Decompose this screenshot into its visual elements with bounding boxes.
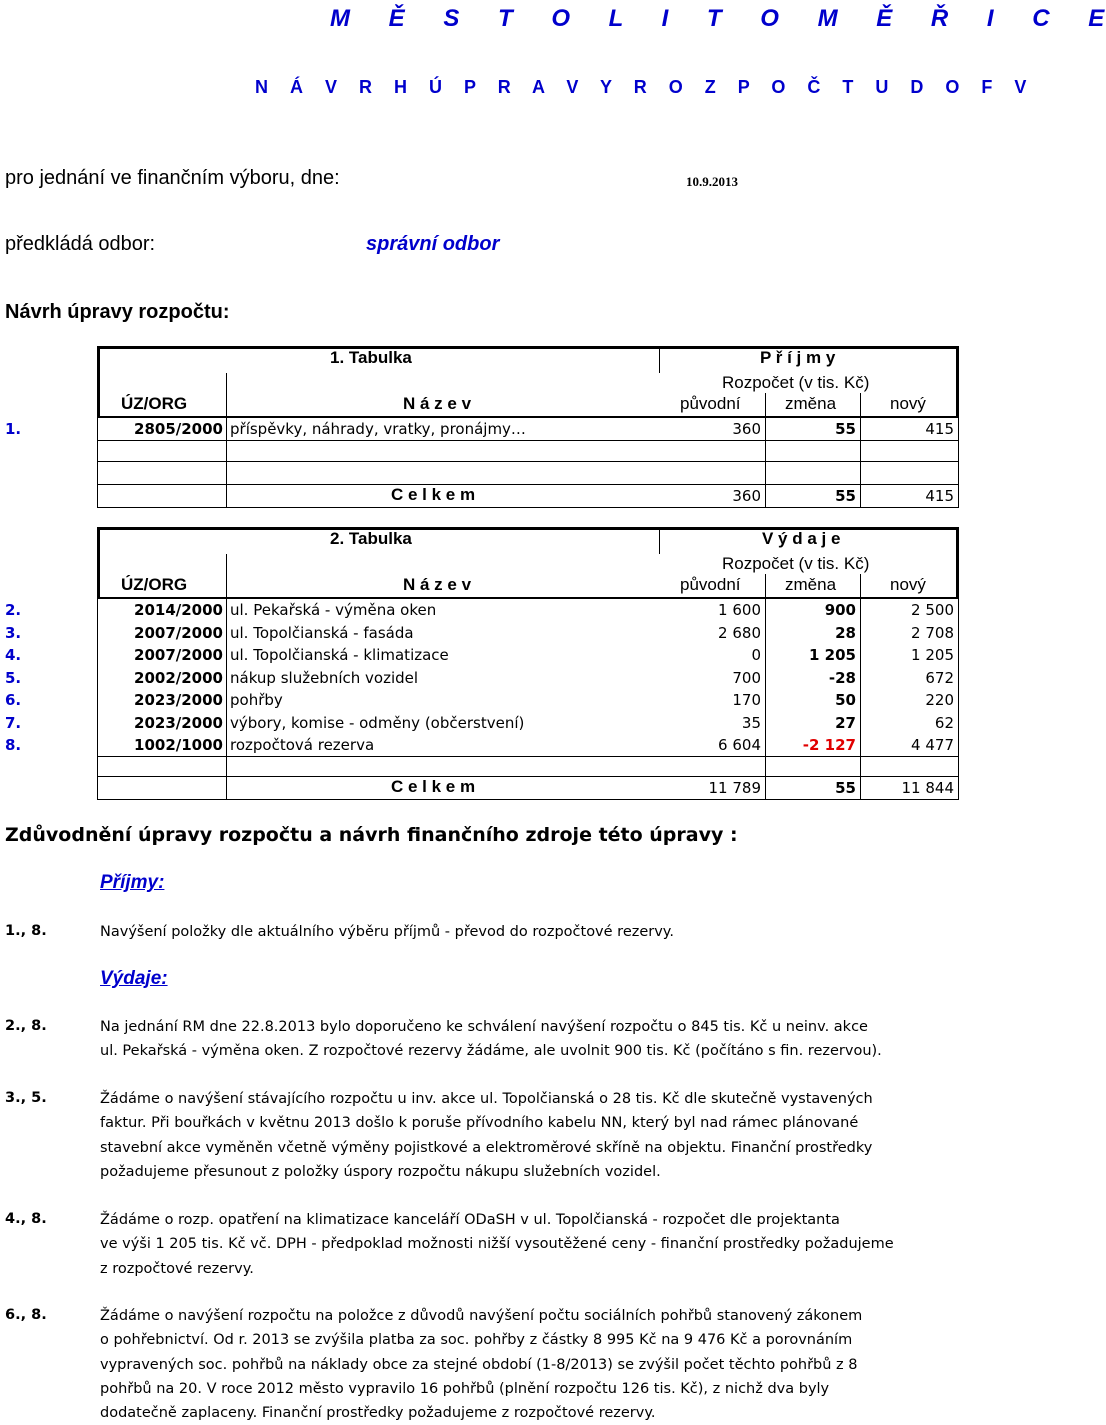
meeting-date: 10.9.2013	[686, 174, 738, 189]
table2-budget-label: Rozpočet (v tis. Kč)	[722, 554, 870, 573]
table1-title: 1. Tabulka	[330, 348, 412, 367]
table1-section: P ř í j m y	[760, 348, 836, 367]
proposal-label: Návrh úpravy rozpočtu:	[5, 301, 230, 323]
meeting-label: pro jednání ve finančním výboru, dne:	[5, 167, 340, 189]
table2-section: V ý d a j e	[762, 529, 841, 548]
income-heading: Příjmy:	[100, 872, 165, 893]
table2-col-change: změna	[785, 575, 837, 594]
table1-col-new: nový	[890, 394, 926, 413]
justification-heading: Zdůvodnění úpravy rozpočtu a návrh finančního zdroje této úpravy :	[5, 824, 738, 846]
table2-title: 2. Tabulka	[330, 529, 412, 548]
table1-budget-label: Rozpočet (v tis. Kč)	[722, 373, 870, 392]
table2-col-orig: původní	[680, 575, 741, 594]
table2-col-new: nový	[890, 575, 926, 594]
table1-col-name: N á z e v	[403, 394, 472, 413]
table2-col-uzorg: ÚZ/ORG	[121, 575, 188, 594]
table1-col-orig: původní	[680, 394, 741, 413]
table2-col-name: N á z e v	[403, 575, 472, 594]
document-subtitle: N Á V R H Ú P R A V Y R O Z P O Č T U D O F V	[255, 77, 1027, 97]
department-name: správní odbor	[366, 233, 500, 255]
submitted-label: předkládá odbor:	[5, 233, 156, 255]
table1-col-uzorg: ÚZ/ORG	[121, 394, 188, 413]
expense-heading: Výdaje:	[100, 968, 168, 989]
table1-col-change: změna	[785, 394, 837, 413]
city-title: M Ě S T O L I T O M Ě Ř I C E	[330, 5, 1106, 32]
